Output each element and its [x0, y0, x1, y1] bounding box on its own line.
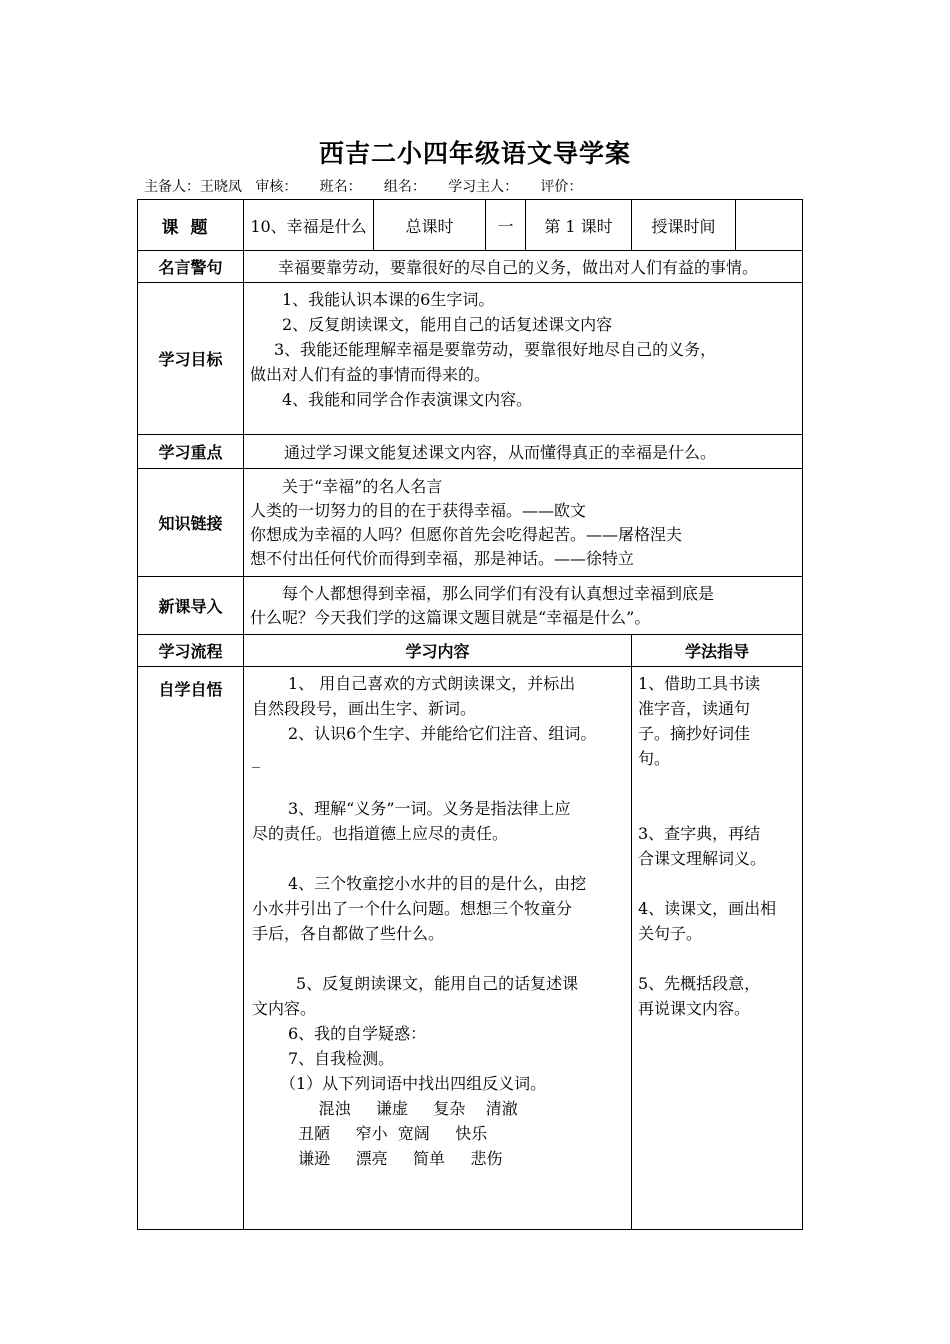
- guide-line: 3、查字典，再结: [638, 824, 761, 843]
- knowledge-line: 想不付出任何代价而得到幸福，那是神话。——徐特立: [250, 548, 635, 568]
- intro-row: [138, 577, 803, 635]
- goal-item: 4、我能和同学合作表演课文内容。: [282, 390, 533, 409]
- content-line: 尽的责任。也指道德上应尽的责任。: [252, 824, 509, 843]
- document-title: 西吉二小四年级语文导学案: [318, 139, 631, 168]
- guide-line: [638, 946, 798, 971]
- process-col-label: 学习流程: [138, 635, 244, 667]
- word-list-line: 谦逊 漂亮 简单 悲伤: [288, 1149, 503, 1168]
- goal-item: 做出对人们有益的事情而得来的。: [250, 365, 491, 384]
- guide-line: 再说课文内容。: [638, 999, 751, 1018]
- guide-line: 4、读课文，画出相: [638, 899, 777, 918]
- content-line: 手后，各自都做了些什么。: [252, 924, 445, 943]
- self-study-row: [138, 667, 803, 1230]
- content-line: 2、认识6个生字、并能给它们注音、组词。: [288, 724, 597, 743]
- key-point-text: 通过学习课文能复述课文内容，从而懂得真正的幸福是什么。: [244, 435, 803, 469]
- content-line: 小水井引出了一个什么问题。想想三个牧童分: [252, 899, 573, 918]
- lesson-plan-table: [137, 199, 803, 1230]
- motto-label: 名言警句: [138, 251, 244, 283]
- period-label: 第 1 课时: [526, 200, 632, 251]
- topic-label: 课题: [138, 200, 244, 251]
- guide-col-label: 学法指导: [632, 635, 803, 667]
- knowledge-line: 关于“幸福”的名人名言: [282, 476, 443, 496]
- content-line: [252, 946, 627, 971]
- intro-content: [244, 577, 803, 635]
- content-line: [252, 771, 627, 796]
- knowledge-line: 人类的一切努力的目的在于获得幸福。——欧文: [250, 500, 587, 520]
- content-line: [252, 846, 627, 871]
- total-hours-value: 一: [486, 200, 526, 251]
- knowledge-content: [244, 469, 803, 577]
- content-line: 7、自我检测。: [288, 1049, 395, 1068]
- goal-item: 2、反复朗读课文，能用自己的话复述课文内容: [282, 315, 613, 334]
- guide-line: 合课文理解词义。: [638, 849, 767, 868]
- content-line: 6、我的自学疑惑：: [288, 1024, 427, 1043]
- content-col-label: 学习内容: [244, 635, 632, 667]
- key-point-label: 学习重点: [138, 435, 244, 469]
- meta-line: 主备人：王晓凤 审核： 班名： 组名： 学习主人： 评价：: [144, 179, 583, 195]
- intro-line: 什么呢？今天我们学的这篇课文题目就是“幸福是什么”。: [250, 607, 651, 627]
- content-line: 4、三个牧童挖小水井的目的是什么，由挖: [288, 874, 587, 893]
- process-header-row: [138, 635, 803, 667]
- guide-line: 句。: [638, 749, 671, 768]
- guide-line: 准字音，读通句: [638, 699, 751, 718]
- goals-row: [138, 283, 803, 435]
- guide-line: [638, 871, 798, 896]
- guide-line: 1、借助工具书读: [638, 674, 761, 693]
- total-hours-label: 总课时: [374, 200, 486, 251]
- lesson-title: 10、幸福是什么: [244, 200, 374, 251]
- guide-line: [638, 796, 798, 821]
- motto-text: 幸福要靠劳动，要靠很好的尽自己的义务，做出对人们有益的事情。: [244, 251, 803, 283]
- guide-line: 5、先概括段意，: [638, 974, 761, 993]
- goals-content: [244, 283, 803, 435]
- guide-line: 子。摘抄好词佳: [638, 724, 751, 743]
- teach-time-value: [736, 200, 803, 251]
- content-line: 自然段段号，画出生字、新词。: [252, 699, 477, 718]
- guide-line: [638, 771, 798, 796]
- content-line: _: [252, 749, 260, 768]
- knowledge-label: 知识链接: [138, 469, 244, 577]
- intro-line: 每个人都想得到幸福，那么同学们有没有认真想过幸福到底是: [282, 583, 715, 603]
- self-study-label: 自学自悟: [138, 667, 244, 1230]
- key-point-row: [138, 435, 803, 469]
- goal-item: 3、我能还能理解幸福是要靠劳动，要靠很好地尽自己的义务，: [274, 340, 717, 359]
- header-row: [138, 200, 803, 251]
- content-line: （1）从下列词语中找出四组反义词。: [280, 1074, 547, 1093]
- teach-time-label: 授课时间: [632, 200, 736, 251]
- self-study-content: [244, 667, 632, 1230]
- content-line: 5、反复朗读课文，能用自己的话复述课: [296, 974, 579, 993]
- knowledge-line: 你想成为幸福的人吗？但愿你首先会吃得起苦。——屠格涅夫: [250, 524, 683, 544]
- goal-item: 1、我能认识本课的6生字词。: [282, 290, 495, 309]
- knowledge-row: [138, 469, 803, 577]
- motto-row: [138, 251, 803, 283]
- guide-line: 关句子。: [638, 924, 703, 943]
- word-list-line: 混浊 谦虚 复杂 清澈: [288, 1099, 518, 1118]
- intro-label: 新课导入: [138, 577, 244, 635]
- content-line: 文内容。: [252, 999, 317, 1018]
- word-list-line: 丑陋 窄小 宽阔 快乐: [288, 1124, 488, 1143]
- content-line: 3、理解“义务”一词。义务是指法律上应: [288, 799, 571, 818]
- goals-label: 学习目标: [138, 283, 244, 435]
- content-line: 1、 用自己喜欢的方式朗读课文，并标出: [288, 674, 576, 693]
- self-study-guide: [632, 667, 803, 1230]
